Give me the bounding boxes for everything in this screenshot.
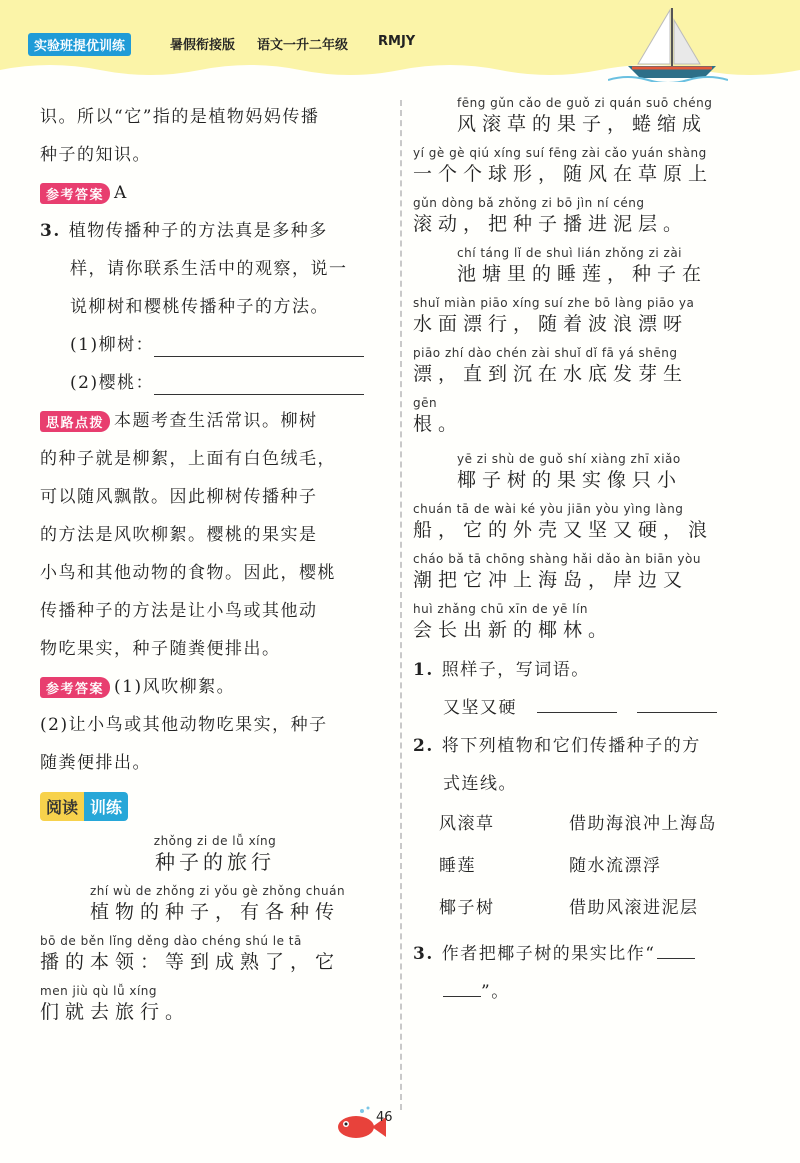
tip-tag: 思路点拨 [40,411,110,432]
text-line: 种子的知识。 [40,145,151,165]
passage-line [40,983,390,1025]
pinyin: gēn [413,396,438,410]
hanzi: 水面漂行，随着波浪漂呀 [413,313,689,335]
answer-text: (1)风吹柳絮。 [114,677,236,697]
code-label: RMJY [378,34,416,49]
match-left[interactable]: 风滚草 [439,814,495,834]
question-number: 3. [40,221,61,241]
subject-label: 语文一升二年级 [257,38,349,53]
pinyin: fēng gǔn cǎo de guǒ zi quán suō chéng [457,96,713,110]
left-column [40,98,390,1033]
pinyin: zhǒng zi de lǚ xíng [153,834,277,848]
match-row [413,887,763,929]
passage-line [413,95,763,137]
series-badge: 实验班提优训练 [28,33,131,56]
hanzi: 漂，直到沉在水底发芽生 [413,363,689,385]
text-line: (2)让小鸟或其他动物吃果实，种子 [40,715,328,735]
reading-section-label [40,792,128,821]
passage-line [413,295,763,337]
page-number: 46 [376,1110,393,1125]
question-2 [413,727,763,765]
answer-blank-a[interactable] [657,940,695,959]
item-label: (2)樱桃： [70,373,155,393]
passage-line [413,451,763,493]
pinyin: bō de běn lǐng děng dào chéng shú le tā [40,934,302,948]
word-blank-2[interactable] [637,694,717,713]
pinyin: yē zi shù de guǒ shí xiàng zhī xiǎo [457,452,681,466]
hanzi: 池塘里的睡莲，种子在 [457,263,708,285]
hanzi: 潮把它冲上海岛，岸边又 [413,569,689,591]
text-line: 随粪便排出。 [40,753,151,773]
pinyin: huì zhǎng chū xīn de yē lín [413,602,589,616]
match-right[interactable]: 随水流漂浮 [569,856,662,876]
answer-item [40,326,390,364]
pinyin: gǔn dòng bǎ zhǒng zi bō jìn ní céng [413,196,645,210]
question-number: 1. [413,660,434,680]
answer-item [40,364,390,402]
question-text: 植物传播种子的方法真是多种多 [68,221,328,241]
hanzi: 椰子树的果实像只小 [457,469,683,491]
question-text: 作者把椰子树的果实比作“ [441,944,656,964]
page-header [0,0,800,80]
answer-line [40,174,390,212]
hanzi: 会长出新的椰林。 [413,619,614,641]
passage-line [413,395,763,437]
match-left[interactable]: 椰子树 [439,898,495,918]
answer-blank-2[interactable] [154,372,364,395]
pinyin: shuǐ miàn piāo xíng suí zhe bō làng piāo ya [413,296,695,310]
hanzi: 根。 [413,413,464,435]
hanzi: 滚动，把种子播进泥层。 [413,213,689,235]
text-line: 的种子就是柳絮，上面有白色绒毛， [40,449,336,469]
text-line: 小鸟和其他动物的食物。因此，樱桃 [40,563,336,583]
pinyin: cháo bǎ tā chōng shàng hǎi dǎo àn biān yòu [413,552,701,566]
answer-line [40,668,390,706]
text-line: 物吃果实，种子随粪便排出。 [40,639,281,659]
question-number: 3. [413,944,434,964]
text-line [413,973,763,1011]
passage-line [413,601,763,643]
tip-line [40,402,390,440]
pinyin: zhí wù de zhǒng zi yǒu gè zhǒng chuán [90,884,346,898]
edition-label: 暑假衔接版 [170,38,236,53]
passage-title [40,833,390,875]
answer-tag: 参考答案 [40,677,110,698]
answer-blank-b[interactable] [443,978,481,997]
text-line: 传播种子的方法是让小鸟或其他动 [40,601,318,621]
example-word: 又坚又硬 [443,698,517,718]
hanzi: 植物的种子，有各种传 [90,901,341,923]
question-3 [413,935,763,973]
hanzi: 播的本领：等到成熟了，它 [40,951,341,973]
passage-line [40,933,390,975]
match-row [413,845,763,887]
text-line: 可以随风飘散。因此柳树传播种子 [40,487,318,507]
tip-text: 本题考查生活常识。柳树 [114,411,318,431]
word-blank-1[interactable] [537,694,617,713]
passage-line [413,145,763,187]
match-right[interactable]: 借助海浪冲上海岛 [569,814,717,834]
match-left[interactable]: 睡莲 [439,856,476,876]
pinyin: yí gè gè qiú xíng suí fēng zài cǎo yuán shàng [413,146,707,160]
pinyin: piāo zhí dào chén zài shuǐ dǐ fā yá shēng [413,346,678,360]
match-right[interactable]: 借助风滚进泥层 [569,898,699,918]
text-line: 式连线。 [443,774,517,794]
hanzi: 风滚草的果子，蜷缩成 [457,113,708,135]
question-number: 2. [413,736,434,756]
pinyin: chuán tā de wài ké yòu jiān yòu yìng làng [413,502,684,516]
passage-line [413,551,763,593]
text-line: 样，请你联系生活中的观察，说一 [70,259,348,279]
pinyin: men jiù qù lǚ xíng [40,984,158,998]
question-text: 将下列植物和它们传播种子的方 [441,736,701,756]
right-column [413,95,763,1011]
question-1 [413,651,763,689]
hanzi: 一个个球形，随风在草原上 [413,163,714,185]
passage-line [413,345,763,387]
column-divider [400,100,402,1110]
title-text: 种子的旅行 [155,850,275,874]
text-line: 的方法是风吹柳絮。樱桃的果实是 [40,525,318,545]
reading-label-a: 阅读 [40,792,84,821]
reading-label-b: 训练 [84,792,128,821]
passage-line [40,883,390,925]
passage-line [413,245,763,287]
text-line: 识。所以“它”指的是植物妈妈传播 [40,107,320,127]
example-line [413,689,763,727]
hanzi: 们就去旅行。 [40,1001,191,1023]
match-row [413,803,763,845]
text-line: 说柳树和樱桃传播种子的方法。 [70,297,329,317]
closing-quote: ”。 [481,982,510,1002]
pinyin: chí táng lǐ de shuì lián zhǒng zi zài [457,246,683,260]
hanzi: 船，它的外壳又坚又硬，浪 [413,519,714,541]
question-text: 照样子，写词语。 [441,660,590,680]
passage-line [413,501,763,543]
question-3 [40,212,390,250]
item-label: (1)柳树： [70,335,155,355]
passage-line [413,195,763,237]
answer-text: A [114,183,128,203]
sailboat-icon [608,4,728,82]
answer-blank-1[interactable] [154,334,364,357]
answer-tag: 参考答案 [40,183,110,204]
